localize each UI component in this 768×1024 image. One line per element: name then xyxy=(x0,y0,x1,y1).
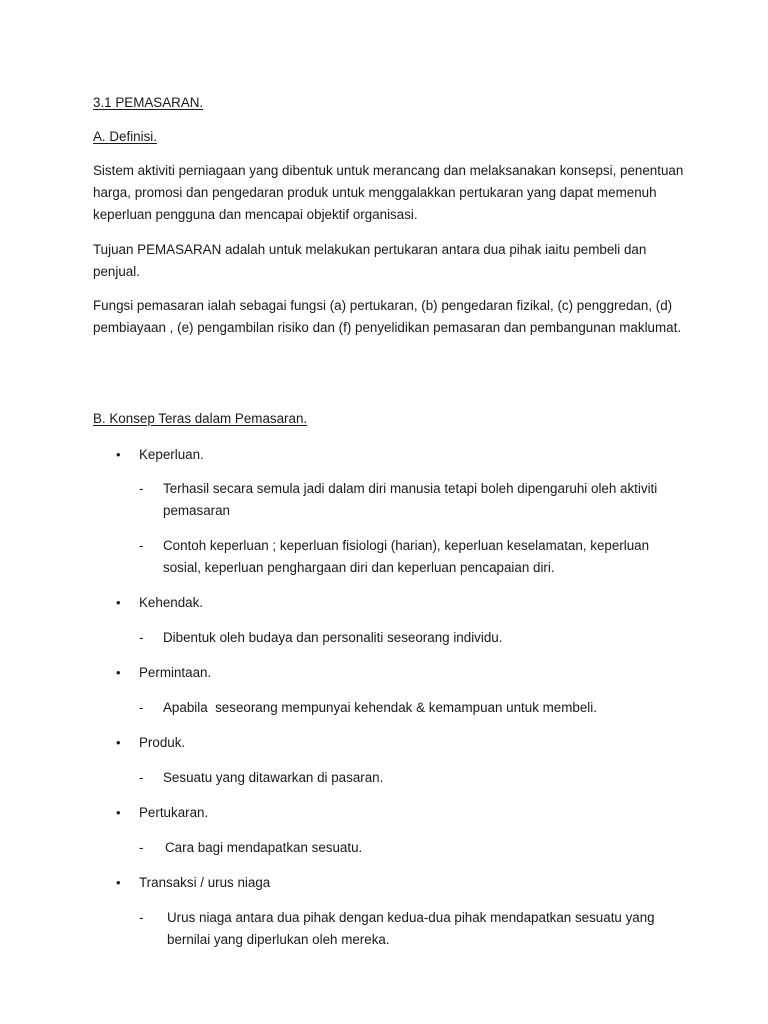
concept-label: Produk. xyxy=(139,735,186,750)
bullet-icon: • xyxy=(116,447,121,462)
concept-detail-text: Terhasil secara semula jadi dalam diri manusia tetapi boleh dipengaruhi oleh aktiviti pemasaran xyxy=(163,481,658,518)
purpose-paragraph: Tujuan PEMASARAN adalah untuk melakukan pertukaran antara dua pihak iaitu pembeli dan penjual. xyxy=(93,242,647,279)
dash-icon: - xyxy=(139,630,144,645)
concept-label: Pertukaran. xyxy=(139,805,209,820)
concept-label: Kehendak. xyxy=(139,595,204,610)
dash-icon: - xyxy=(139,700,144,715)
concept-detail-text: Apabila seseorang mempunyai kehendak & kemampuan untuk membeli. xyxy=(163,700,597,715)
dash-icon: - xyxy=(139,481,144,496)
concept-detail-text: Sesuatu yang ditawarkan di pasaran. xyxy=(163,770,384,785)
concept-label: Permintaan. xyxy=(139,665,212,680)
dash-icon: - xyxy=(139,538,144,553)
functions-paragraph: Fungsi pemasaran ialah sebagai fungsi (a) pertukaran, (b) pengedaran fizikal, (c) penggredan, (d) pembiayaan , (e) pengambilan risiko dan (f) penyelidikan pemasaran dan pembangunan maklumat. xyxy=(93,298,682,335)
dash-icon: - xyxy=(139,840,144,855)
concept-detail-text: Dibentuk oleh budaya dan personaliti seseorang individu. xyxy=(163,630,503,645)
concept-detail-text: Contoh keperluan ; keperluan fisiologi (harian), keperluan keselamatan, keperluan sosial, keperluan penghargaan diri dan keperluan pencapaian diri. xyxy=(163,538,650,575)
definition-paragraph: Sistem aktiviti perniagaan yang dibentuk untuk merancang dan melaksanakan konsepsi, penentuan harga, promosi dan pengedaran produk untuk menggalakkan pertukaran yang dapat memenuh keperluan pengguna dan mencapai objektif organisasi. xyxy=(93,163,684,222)
dash-icon: - xyxy=(139,910,144,925)
dash-icon: - xyxy=(139,770,144,785)
section-title: 3.1 PEMASARAN. xyxy=(93,95,204,110)
bullet-icon: • xyxy=(116,875,121,890)
concept-label: Keperluan. xyxy=(139,447,204,462)
concepts-heading: B. Konsep Teras dalam Pemasaran. xyxy=(93,411,308,426)
bullet-icon: • xyxy=(116,595,121,610)
definition-heading: A. Definisi. xyxy=(93,129,157,144)
concept-detail-text: Urus niaga antara dua pihak dengan kedua-dua pihak mendapatkan sesuatu yang bernilai yang diperlukan oleh mereka. xyxy=(167,910,655,947)
concept-detail-text: Cara bagi mendapatkan sesuatu. xyxy=(165,840,363,855)
bullet-icon: • xyxy=(116,735,121,750)
bullet-icon: • xyxy=(116,665,121,680)
bullet-icon: • xyxy=(116,805,121,820)
concept-label: Transaksi / urus niaga xyxy=(139,875,271,890)
